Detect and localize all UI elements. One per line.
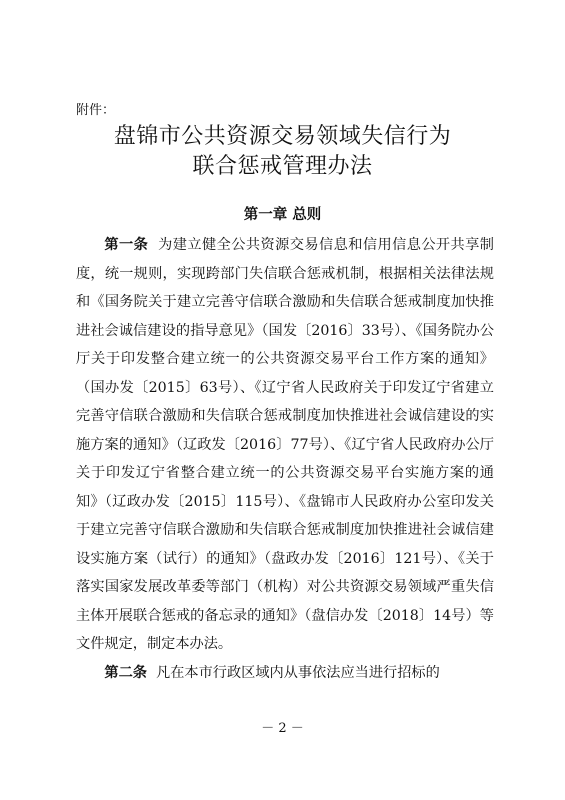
- article-text: 为建立健全公共资源交易信息和信用信息公开共享制度，统一规则，实现跨部门失信联合惩戒机制，根据相关法律法规和《国务院关于建立完善守信联合激励和失信联合惩戒制度加快推进社会诚信建设的指导意见》（国发〔2016〕33号）、《国务院办公厅关于印发整合建立统一的公共资源交易平台工作方案的通知》（国办发〔2015〕63号）、《辽宁省人民政府关于印发辽宁省建立完善守信联合激励和失信联合惩戒制度加快推进社会诚信建设的实施方案的通知》（辽政发〔2016〕77号）、《辽宁省人民政府办公厅关于印发辽宁省整合建立统一的公共资源交易平台实施方案的通知》（辽政办发〔2015〕115号）、《盘锦市人民政府办公室印发关于建立完善守信联合激励和失信联合惩戒制度加快推进社会诚信建设实施方案（试行）的通知》（盘政办发〔2016〕121号）、《关于落实国家发展改革委等部门（机构）对公共资源交易领域严重失信主体开展联合惩戒的备忘录的通知》（盘信办发〔2018〕14号）等文件规定，制定本办法。: [76, 237, 494, 652]
- article-text: 凡在本市行政区域内从事依法应当进行招标的: [156, 664, 440, 681]
- article-number: 第二条: [104, 664, 147, 681]
- document-body: [76, 231, 494, 687]
- document-title-line-2: 联合惩戒管理办法: [192, 154, 373, 179]
- attachment-label: 附件：: [76, 103, 116, 118]
- chapter-heading: 第一章 总则: [243, 207, 322, 223]
- article-number: 第一条: [104, 237, 149, 253]
- article-paragraph: [76, 231, 494, 659]
- article-paragraph: [76, 659, 494, 688]
- page-number: － 2 －: [261, 721, 304, 736]
- document-title-line-1: 盘锦市公共资源交易领域失信行为: [113, 124, 452, 149]
